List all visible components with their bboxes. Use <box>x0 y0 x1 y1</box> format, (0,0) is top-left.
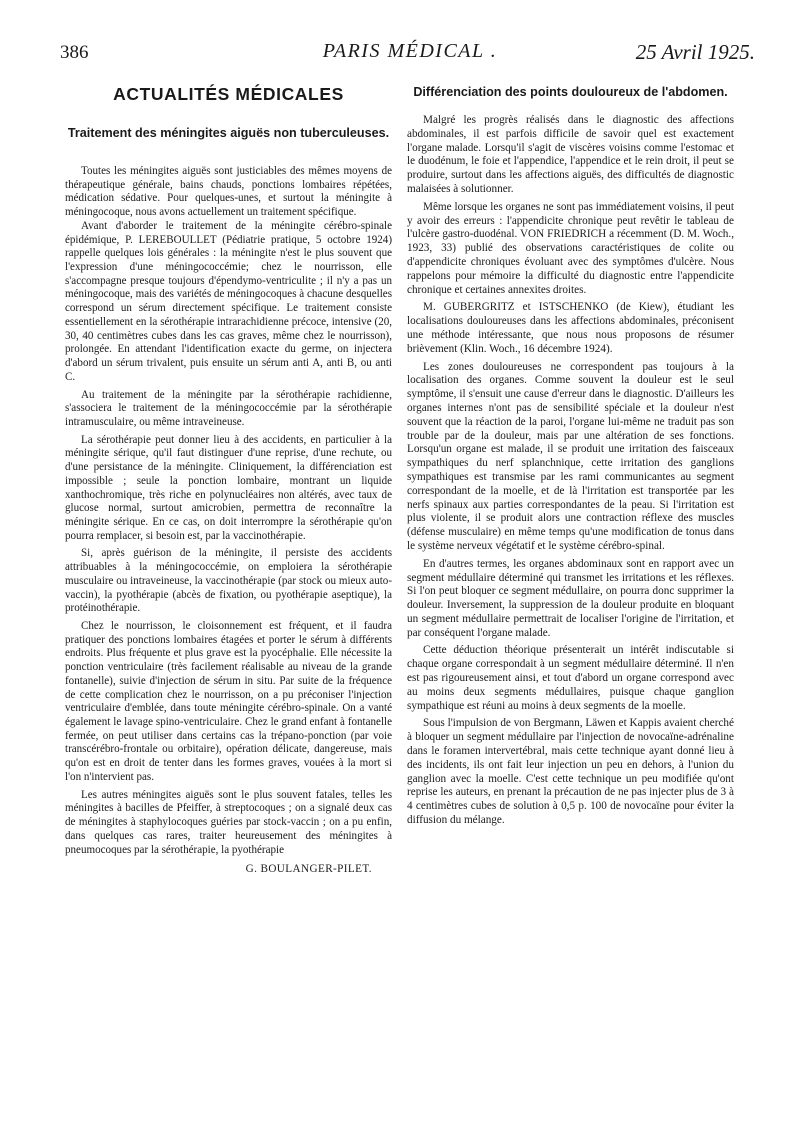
paragraph: Cette déduction théorique présenterait un intérêt indiscutable si chaque organe correspondait à un segment médullaire déterminé. Il n'en est pas rigoureusement ainsi, et tout d'abord un organe correspond avec au moins deux segments médullaires, puisque chaque ganglion sympathique est réuni au moins à deux segments de la moelle. <box>407 644 734 712</box>
page-header <box>60 40 755 80</box>
paragraph: Si, après guérison de la méningite, il persiste des accidents attribuables à la méningococcémie, on emploiera la sérothérapie musculaire ou intraveineuse, la vaccinothérapie (par stock ou mieux auto-vaccin), la pyothérapie (abcès de fixation, ou pyothérapie aseptique), la protéinothérapie. <box>65 547 392 615</box>
section-title: ACTUALITÉS MÉDICALES <box>113 84 344 104</box>
article-title-abdomen: Différenciation des points douloureux de l'abdomen. <box>413 85 728 99</box>
paragraph: Avant d'aborder le traitement de la méningite cérébro-spinale épidémique, P. LEREBOULLET (Pédiatrie pratique, 5 octobre 1924) rappelle quelques lois générales : la méningite n'est le plus souvent que l'expression d'une méningococcémie; chez le nourrisson, elle s'accompagne presque toujours d'épendymo-ventriculite ; il n'y a pas un méningocoque, mais des variétés de méningocoques à chacune desquelles correspond un sérum directement spécifique. Le traitement consiste essentiellement en la sérothérapie intrarachidienne précoce, intensive (20, 30, 40 centimètres cubes dans les cas graves, même chez le nourrisson), prolongée. En attendant l'identification exacte du germe, on injectera d'abord un sérum trivalent, puis ensuite un sérum anti A, anti B, ou anti C. <box>65 219 392 383</box>
left-column <box>65 84 392 875</box>
right-column <box>407 84 734 828</box>
paragraph: Sous l'impulsion de von Bergmann, Läwen et Kappis avaient cherché à bloquer un segment médullaire par l'injection de novocaïne-adrénaline dans le foramen intervertébral, mais cette technique ayant donné lieu à des incidents, ils ont fait leur injection un peu en dehors, à l'union du ganglion avec la moelle. C'est cette technique un peu modifiée qu'ont reprise les auteurs, en prenant la précaution de ne pas injecter plus de 3 à 4 centimètres cubes de solution à 0,5 p. 100 de novocaïne pour éviter la diffusion du mélange. <box>407 717 734 827</box>
paragraph: Au traitement de la méningite par la sérothérapie rachidienne, s'associera le traitement de la méningococcémie par la sérothérapie intramusculaire, ou même intraveineuse. <box>65 388 392 428</box>
issue-date: 25 Avril 1925. <box>635 40 755 64</box>
paragraph: M. GUBERGRITZ et ISTSCHENKO (de Kiew), étudiant les localisations douloureuses dans les affections abdominales, préconisent une méthode intéressante, que nous nous proposons de résumer brièvement (Klin. Woch., 16 décembre 1924). <box>407 301 734 355</box>
journal-title: PARIS MÉDICAL . <box>322 40 498 62</box>
paragraph: Malgré les progrès réalisés dans le diagnostic des affections abdominales, il est parfois difficile de savoir quel est exactement l'organe malade. Lorsqu'il s'agit de viscères voisins comme l'estomac et le duodénum, le foie et l'appendice, l'appendice et le rein droit, il peut se produire, surtout dans les affections aiguës, des difficultés de diagnostic malaisées à solutionner. <box>407 114 734 195</box>
page-number: 386 <box>60 42 89 63</box>
paragraph: En d'autres termes, les organes abdominaux sont en rapport avec un segment médullaire déterminé qui transmet les irritations et les réflexes. Si l'on peut bloquer ce segment médullaire, on pourra donc supprimer la douleur. Inversement, la suppression de la douleur produite en bloquant un segment médullaire permettrait de localiser l'origine de l'irritation, et par conséquent l'organe malade. <box>407 557 734 639</box>
paragraph: Même lorsque les organes ne sont pas immédiatement voisins, il peut y avoir des erreurs : l'appendicite chronique peut revêtir le tableau de l'ulcère gastro-duodénal. VON FRIEDRICH a récemment (D. M. Woch., 1923, 33) publié des observations caractéristiques de colite ou d'appendicite chroniques évoluant avec des symptômes d'ulcère. Nous rappelons pour mémoire la difficulté du diagnostic entre l'appendicite chronique et certaines annexites droites. <box>407 200 734 296</box>
paragraph: Toutes les méningites aiguës sont justiciables des mêmes moyens de thérapeutique générale, bains chauds, ponctions lombaires répétées, médication sédative. Pour quelques-unes, et surtout la méningite à méningocoque, nous avons actuellement un traitement spécifique. <box>65 165 392 219</box>
article-title-meningites: Traitement des méningites aiguës non tuberculeuses. <box>67 126 390 140</box>
paragraph: Chez le nourrisson, le cloisonnement est fréquent, et il faudra pratiquer des ponctions lombaires étagées et porter le sérum à différents endroits. Plus fréquente et plus grave est la pyocéphalie. Elle nécessite la ponction ventriculaire (très facilement réalisable au niveau de la grande fontanelle), suivie d'injection de sérum in situ. Par suite de la fréquence de cette complication chez le nourrisson, on a pu préconiser l'injection ventriculaire d'emblée, dans toute méningite cérébro-spinale. On a vanté également le lavage spino-ventriculaire. Chez le grand enfant à fontanelle fermée, on peut utiliser dans certains cas la trépano-ponction (par voie transcérébro-frontale ou orbitaire), opération délicate, dangereuse, mais qu'on est en droit de tenter dans les formes graves, vouées à la mort si l'on n'intervient pas. <box>65 620 392 783</box>
paragraph: Les zones douloureuses ne correspondent pas toujours à la localisation des organes. Comme souvent la douleur est le seul symptôme, il s'ensuit une cause d'erreur dans le diagnostic. D'ailleurs les organes internes n'ont pas de sensibilité spéciale et la douleur n'est souvent que la réaction de la paroi, l'organe lui-même ne traduit pas son trouble par de la douleur, mais par une altération de ses fonctions. Lorsqu'un organe est malade, il se produit une irritation des faisceaux sympathiques du nerf splanchnique, cette irritation des ganglions sympathiques est transmise par les rami communicantes au segment correspondant de la moelle, et de là l'irritation est transportée par les nerfs spinaux aux parties correspondantes de la peau. Si l'irritation est plus violente, il se produit alors une contraction réflexe des muscles (défense musculaire) en même temps qu'une modification de tonus dans le système nerveux végétatif et le système cérébro-spinal. <box>407 360 734 552</box>
author-signature: G. BOULANGER-PILET. <box>245 863 372 876</box>
paragraph: La sérothérapie peut donner lieu à des accidents, en particulier à la méningite sérique, qu'il faut distinguer d'une reprise, d'une rechute, ou d'une persistance de la méningite. Cliniquement, la différenciation est impossible ; seule la ponction lombaire, montrant un liquide xanthochromique, très riche en polynucléaires non altérés, avec taux de glucose normal, surtout amicrobien, permettra de reconnaître la méningite sérique. En ce cas, on doit interrompre la sérothérapie qu'on pourra remplacer, si besoin est, par la vaccinothérapie. <box>65 433 392 542</box>
paragraph: Les autres méningites aiguës sont le plus souvent fatales, telles les méningites à bacilles de Pfeiffer, à streptocoques ; on a signalé deux cas de méningites à staphylocoques guéries par stock-vaccin ; on a pu enfin, dans quelques cas rares, traiter heureusement des méningites à pneumocoques par la sérothérapie, la pyothérapie <box>65 788 392 856</box>
